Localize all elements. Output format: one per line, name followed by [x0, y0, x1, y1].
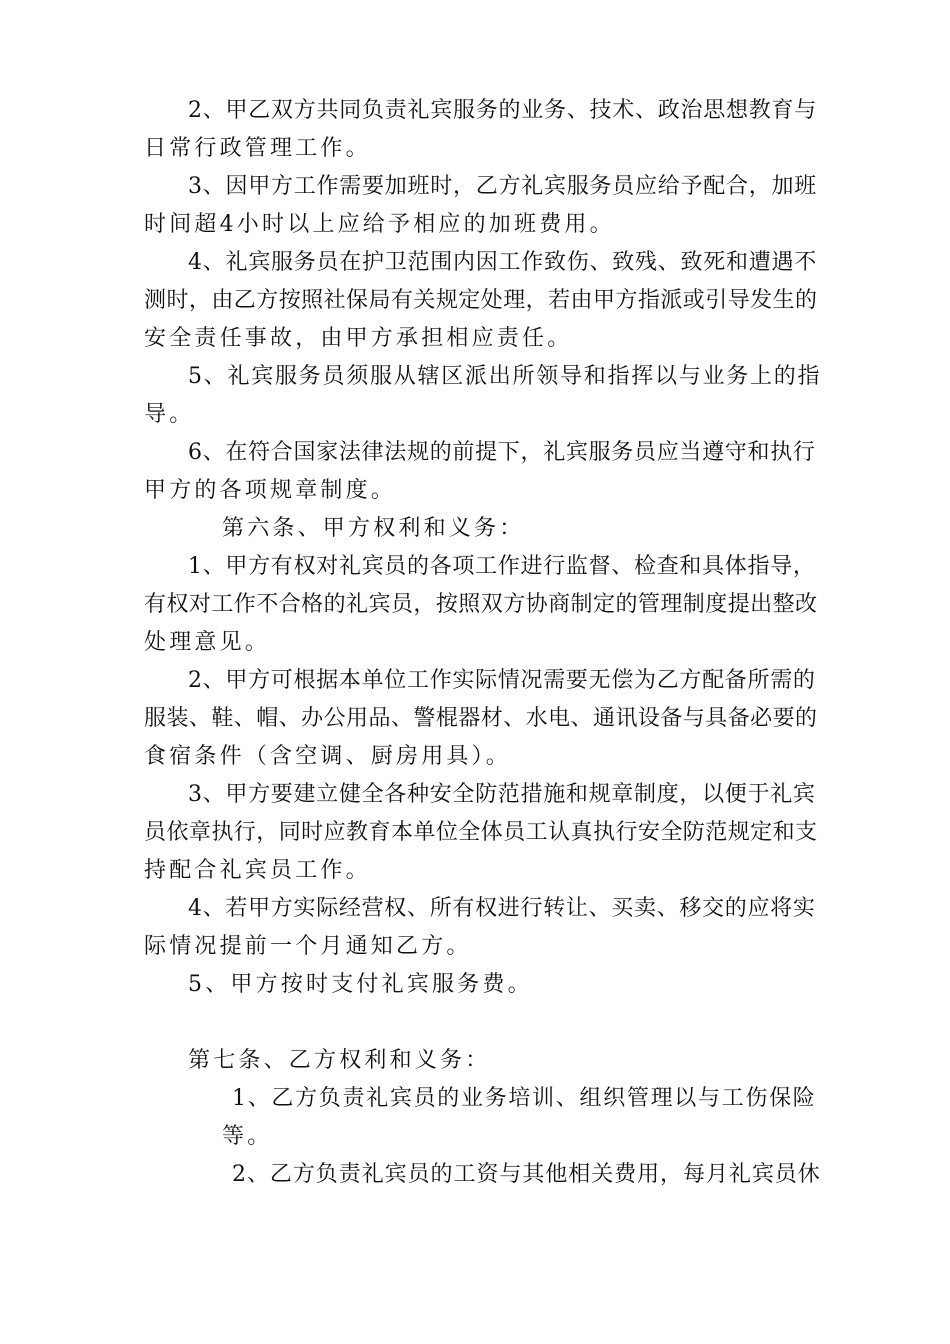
text-line: 2、乙方负责礼宾员的工资与其他相关费用，每月礼宾员休: [232, 1162, 821, 1187]
text-line: 5、甲方按时支付礼宾服务费。: [188, 972, 533, 997]
text-line: 安全责任事故，由甲方承担相应责任。: [144, 326, 573, 351]
text-line: 5、礼宾服务员须服从辖区派出所领导和指挥以与业务上的指: [188, 364, 822, 389]
text-line: 4、若甲方实际经营权、所有权进行转让、买卖、移交的应将实: [188, 896, 816, 921]
text-line: 4、礼宾服务员在护卫范围内因工作致伤、致残、致死和遭遇不: [188, 250, 817, 275]
text-line: 时间超4小时以上应给予相应的加班费用。: [144, 212, 615, 237]
text-line: 6、在符合国家法律法规的前提下，礼宾服务员应当遵守和执行: [188, 440, 816, 465]
text-line: 持配合礼宾员工作。: [144, 858, 371, 883]
text-line: 1、乙方负责礼宾员的业务培训、组织管理以与工伤保险: [232, 1086, 817, 1111]
text-line: 服装、鞋、帽、办公用品、警棍器材、水电、通讯设备与具备必要的: [144, 706, 818, 731]
text-line: 测时，由乙方按照社保局有关规定处理，若由甲方指派或引导发生的: [144, 288, 818, 313]
section-heading: 第七条、乙方权利和义务：: [188, 1048, 491, 1073]
text-line: 际情况提前一个月通知乙方。: [144, 934, 472, 959]
section-heading: 第六条、甲方权利和义务：: [222, 516, 525, 541]
text-line: 1、甲方有权对礼宾员的各项工作进行监督、检查和具体指导，: [188, 554, 816, 579]
text-line: 等。: [222, 1124, 273, 1149]
text-line: 3、甲方要建立健全各种安全防范措施和规章制度，以便于礼宾: [188, 782, 816, 807]
text-line: 3、因甲方工作需要加班时，乙方礼宾服务员应给予配合，加班: [188, 174, 817, 199]
text-line: 日常行政管理工作。: [144, 136, 371, 161]
text-line: 2、甲乙双方共同负责礼宾服务的业务、技术、政治思想教育与: [188, 98, 817, 123]
text-line: 员依章执行，同时应教育本单位全体员工认真执行安全防范规定和支: [144, 820, 818, 845]
text-line: 食宿条件（含空调、厨房用具）。: [144, 744, 512, 769]
text-line: 导。: [144, 402, 195, 427]
text-line: 有权对工作不合格的礼宾员，按照双方协商制定的管理制度提出整改: [144, 592, 818, 617]
text-line: 甲方的各项规章制度。: [144, 478, 397, 503]
text-line: 2、甲方可根据本单位工作实际情况需要无偿为乙方配备所需的: [188, 668, 816, 693]
text-line: 处理意见。: [144, 630, 271, 655]
